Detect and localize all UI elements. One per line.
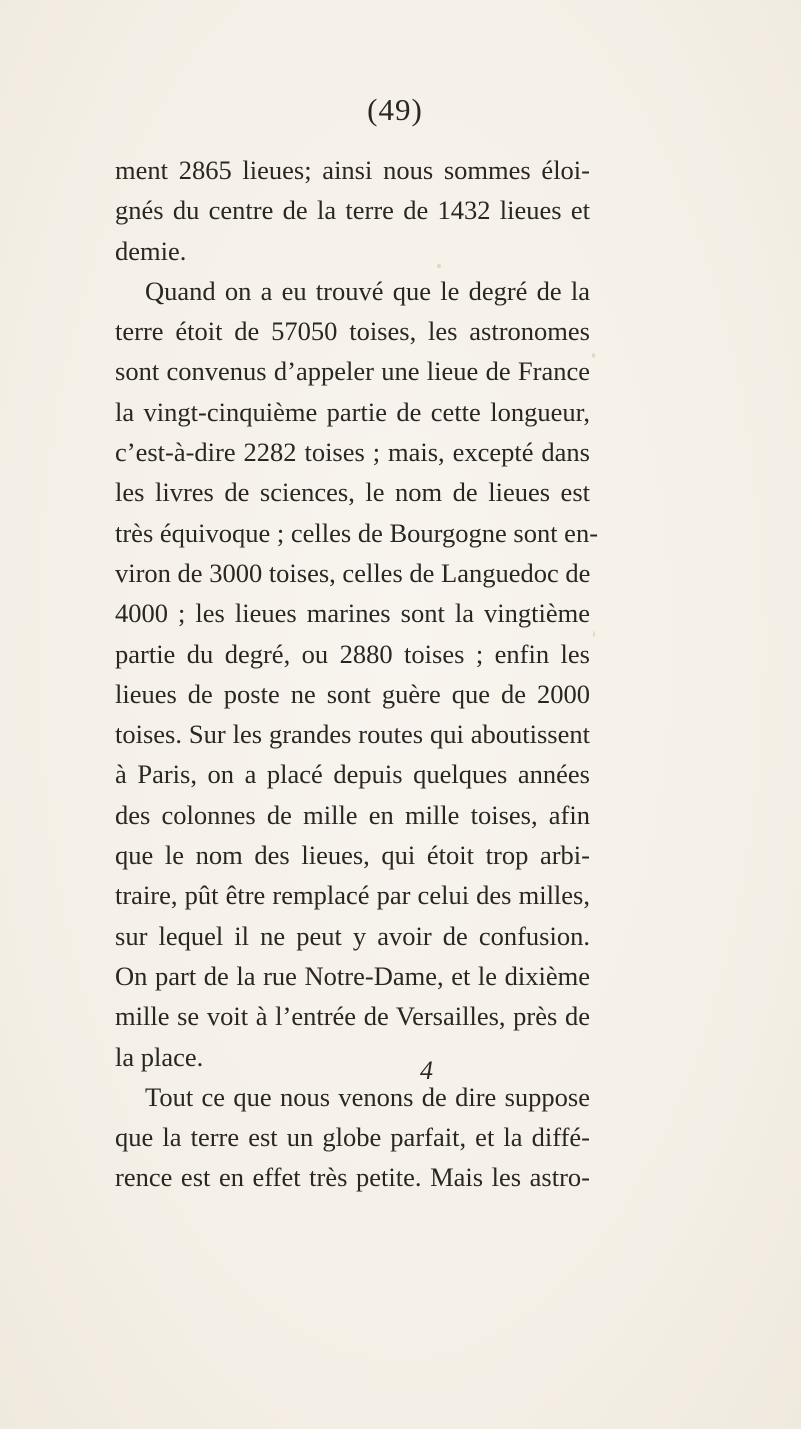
text-line: la vingt-cinquième partie de cette longueur, xyxy=(115,396,590,427)
text-line: traire, pût être remplacé par celui des milles, xyxy=(115,880,590,911)
text-line: sur lequel il ne peut y avoir de confusion. xyxy=(115,920,590,951)
paper-spot xyxy=(437,264,441,268)
text-line: Tout ce que nous venons de dire suppose xyxy=(145,1081,590,1112)
text-line: gnés du centre de la terre de 1432 lieues et xyxy=(115,195,590,226)
text-line: viron de 3000 toises, celles de Languedoc de xyxy=(115,557,591,588)
body-text xyxy=(115,150,599,1198)
paper-spot xyxy=(592,353,595,358)
text-line: 4000 ; les lieues marines sont la vingtième xyxy=(115,598,590,629)
text-line: lieues de poste ne sont guère que de 2000 xyxy=(115,678,590,709)
text-line: ment 2865 lieues; ainsi nous sommes éloi- xyxy=(115,155,590,185)
text-line: des colonnes de mille en mille toises, afin xyxy=(115,799,590,830)
signature-mark: 4 xyxy=(420,1056,433,1085)
text-line: sont convenus d’appeler une lieue de France xyxy=(115,356,590,387)
page-number: (49) xyxy=(367,92,423,127)
text-line: c’est-à-dire 2282 toises ; mais, excepté dans xyxy=(115,437,590,468)
text-line: rence est en effet très petite. Mais les astro- xyxy=(115,1162,590,1193)
text-line: mille se voit à l’entrée de Versailles, près de xyxy=(115,1001,590,1032)
text-line: la place. xyxy=(115,1041,204,1072)
text-line: à Paris, on a placé depuis quelques années xyxy=(115,759,590,790)
text-line: que le nom des lieues, qui étoit trop arbi- xyxy=(115,840,590,871)
text-line: toises. Sur les grandes routes qui aboutissent xyxy=(115,719,590,750)
text-line: On part de la rue Notre-Dame, et le dixième xyxy=(115,960,590,991)
text-line: demie. xyxy=(115,235,187,266)
text-line: que la terre est un globe parfait, et la diffé- xyxy=(115,1122,590,1153)
text-line: partie du degré, ou 2880 toises ; enfin les xyxy=(115,638,590,669)
text-line: Quand on a eu trouvé que le degré de la xyxy=(145,275,590,306)
text-line: très équivoque ; celles de Bourgogne sont en- xyxy=(115,517,599,548)
text-line: terre étoit de 57050 toises, les astronomes xyxy=(115,316,590,347)
text-line: les livres de sciences, le nom de lieues est xyxy=(115,477,590,508)
paper-spot xyxy=(593,631,595,637)
